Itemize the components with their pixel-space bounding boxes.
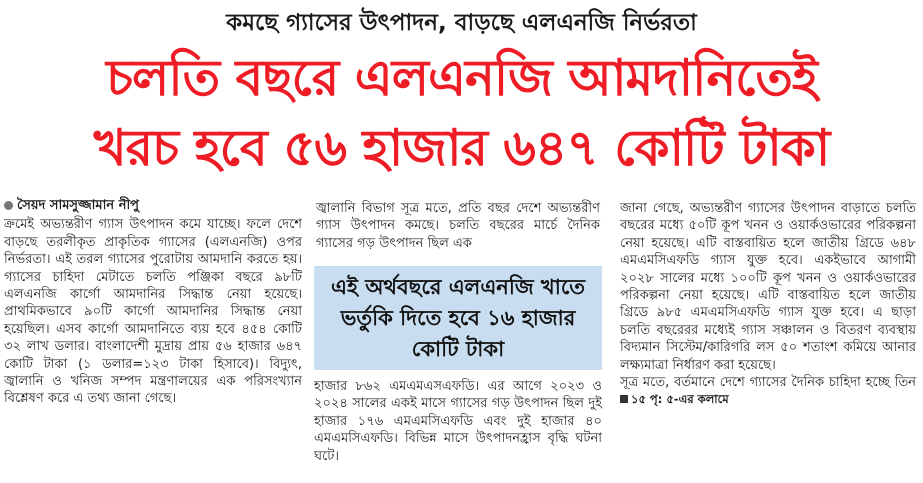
headline-line-1: চলতি বছরে এলএনজি আমদানিতেই xyxy=(106,49,817,107)
article-column-2-top xyxy=(316,200,600,252)
square-icon xyxy=(620,395,628,403)
article-column-1 xyxy=(4,197,302,408)
continued-text: ১৫ পৃ: ৫-এর কলামে xyxy=(631,392,729,407)
highlight-text: এই অর্থবছরে এলএনজি খাতে ভর্তুকি দিতে হবে ১৬ হাজার কোটি টাকা xyxy=(330,274,586,361)
continued-marker[interactable] xyxy=(620,392,729,406)
highlight-box xyxy=(314,266,602,370)
byline xyxy=(4,197,302,214)
column-3-text: জানা গেছে, অভ্যন্তরীণ গ্যাসের উৎপাদন বাড়াতে চলতি বছরের মধ্যে ৫০টি কূপ খনন ও ওয়ার্কওভারের পরিকল্পনা নেয়া হয়েছে। এটি বাস্তবায়িত হলে জাতীয় গ্রিডে ৬৪৮ এমএমসিএফডি গ্যাস যুক্ত হবে। একইভাবে আগামী ২০২৮ সালের মধ্যে ১০০টি কূপ খনন ও ওয়ার্কওভারের পরিকল্পনা নেয়া হয়েছে। এটি বাস্তবায়িত হলে জাতীয় গ্রিডে ৯৮৫ এমএমসিএফডি গ্যাস যুক্ত হবে। এ ছাড়া চলতি বছরেরর মধ্যেই গ্যাস সঞ্চালন ও বিতরণ ব্যবস্থায় বিদ্যমান সিস্টেম/কারিগরি লস ৫০ শতাংশ কমিয়ে আনার লক্ষ্যমাত্রা নির্ধারণ করা হয়েছে। xyxy=(620,201,916,373)
kicker: কমছে গ্যাসের উৎপাদন, বাড়ছে এলএনজি নির্ভরতা xyxy=(226,10,697,36)
column-2-top-text: জ্বালানি বিভাগ সূত্র মতে, প্রতি বছর দেশে অভ্যন্তরীণ গ্যাস উৎপাদন কমছে। চলতি বছরের মার্চে দৈনিক গ্যাসের গড় উৎপাদন ছিল এক xyxy=(316,201,600,251)
column-1-text: ক্রমেই অভ্যন্তরীণ গ্যাস উৎপাদন কমে যাচ্ছে। ফলে দেশে বাড়ছে তরলীকৃত প্রাকৃতিক গ্যাসের (এলএনজি) ওপর নির্ভরতা। এই তরল গ্যাসের পুরোটায় আমদানি করতে হয়। গ্যাসের চাহিদা মেটাতে চলতি পঞ্জিকা বছরে ৯৮টি এলএনজি কার্গো আমদানির সিদ্ধান্ত নেয়া হয়েছে। প্রাথমিকভাবে ৯০টি কার্গো আমদানির সিদ্ধান্ত নেয়া হয়েছিল। এসব কার্গো আমদানিতে ব্যয় হবে ৪৫৪ কোটি ৩২ লাখ ডলার। বাংলাদেশী মুদ্রায় প্রায় ৫৬ হাজার ৬৪৭ কোটি টাকা (১ ডলার=১২৩ টাকা হিসাবে)। বিদ্যুৎ, জ্বালানি ও খনিজ সম্পদ মন্ত্রণালয়ের এক পরিসংখ্যান বিশ্লেষণ করে এ তথ্য জানা গেছে। xyxy=(4,217,302,407)
headline-line-2: খরচ হবে ৫৬ হাজার ৬৪৭ কোটি টাকা xyxy=(93,119,830,177)
column-3-end-text: সূত্র মতে, বর্তমানে দেশে গ্যাসের দৈনিক চাহিদা হচ্ছে তিন xyxy=(620,375,916,391)
column-2-bottom-text: হাজার ৮৬২ এমএমএসএফডি। এর আগে ২০২৩ ও ২০২৪ সালের একই মাসে গ্যাসের গড় উৎপাদন ছিল দুই হাজার ১৭৬ এমএমসিএফডি এবং দুই হাজার ৪০ এমএমসিএফডি। বিভিন্ন মাসে উৎপাদনহ্রাস বৃদ্ধি ঘটনা ঘটে। xyxy=(314,379,602,464)
byline-text: সৈয়দ সামসুজ্জামান নীপু xyxy=(17,198,140,213)
article-column-3 xyxy=(620,200,916,409)
column-3-end xyxy=(620,374,916,409)
bullet-icon xyxy=(4,201,13,210)
article-column-2-bottom xyxy=(314,378,602,465)
